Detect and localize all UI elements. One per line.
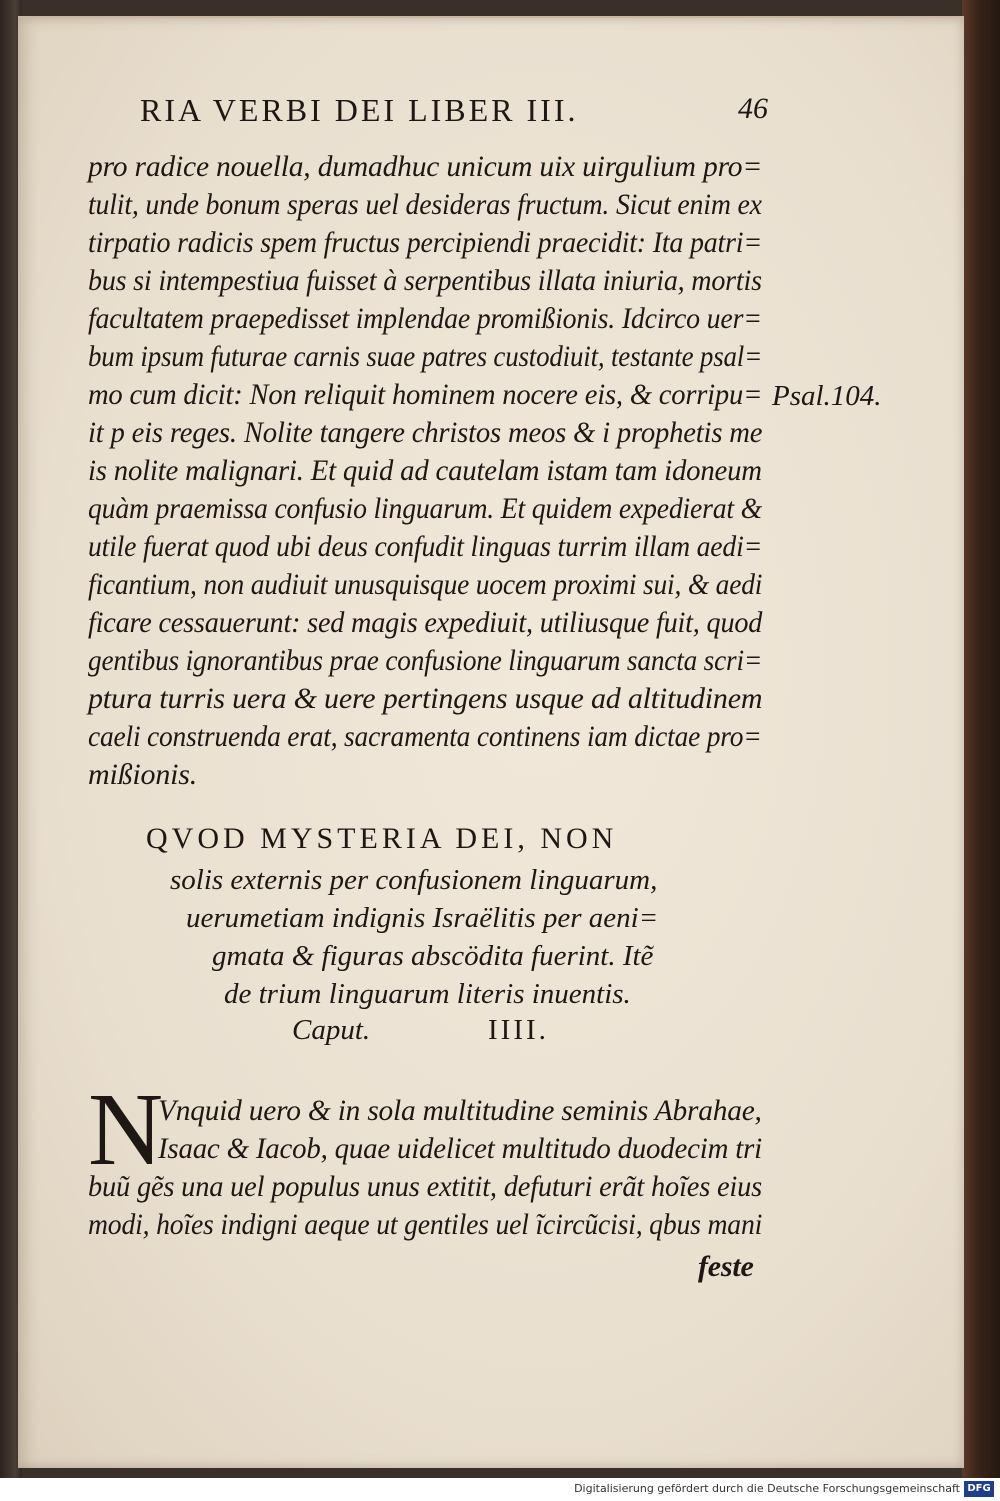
book-binding-right [962, 0, 1000, 1478]
dfg-logo: DFG [964, 1481, 994, 1497]
body-line: bus si intempestiua fuisset à serpentibus illata iniuria, mortis [88, 264, 762, 297]
catchword: feste [698, 1250, 754, 1283]
body-line: caeli construenda erat, sacramenta continens iam dictae pro= [88, 720, 762, 753]
paragraph-line: buũ gẽs una uel populus unus extitit, defuturi erãt hoĩes eius [88, 1170, 762, 1203]
body-line: tirpatio radicis spem fructus percipiendi praecidit: Ita patri= [88, 226, 763, 259]
footer-bar [0, 1478, 1000, 1501]
chapter-title: QVOD MYSTERIA DEI, NON [146, 822, 618, 855]
decorated-initial: N [88, 1072, 164, 1187]
body-line: is nolite malignari. Et quid ad cautelam istam tam idoneum [88, 454, 762, 487]
paragraph-line: Vnquid uero & in sola multitudine seminis Abrahae, [158, 1094, 762, 1127]
body-line: ptura turris uera & uere pertingens usque ad altitudinem [88, 682, 763, 715]
body-line: pro radice nouella, dumadhuc unicum uix uirgulium pro= [88, 150, 763, 183]
running-head: RIA VERBI DEI LIBER III. [140, 92, 579, 128]
body-line: ficantium, non audiuit unusquisque uocem proximi sui, & aedi [88, 568, 763, 601]
paragraph-line: modi, hoĩes indigni aeque ut gentiles uel ĩcircũcisi, qbus mani [88, 1208, 763, 1241]
body-line: utile fuerat quod ubi deus confudit linguas turrim illam aedi= [88, 530, 763, 563]
funding-credit: Digitalisierung gefördert durch die Deutsche Forschungsgemeinschaft [574, 1482, 960, 1495]
body-line: mo cum dicit: Non reliquit hominem nocere eis, & corripu= [88, 378, 763, 411]
body-line: facultatem praepedisset implendae promißionis. Idcirco uer= [88, 302, 762, 335]
chapter-title-line: uerumetiam indignis Israëlitis per aeni= [186, 902, 659, 934]
body-line: mißionis. [88, 758, 198, 791]
margin-note: Psal.104. [772, 380, 882, 412]
chapter-title-line: gmata & figuras abscödita fuerint. Itẽ [212, 940, 654, 972]
body-line: it p eis reges. Nolite tangere christos meos & i prophetis me [88, 416, 763, 449]
chapter-title-line: solis externis per confusionem linguarum, [170, 864, 658, 896]
body-line: gentibus ignorantibus prae confusione linguarum sancta scri= [88, 644, 763, 677]
chapter-number: IIII. [488, 1014, 549, 1046]
chapter-title-line: de trium linguarum literis inuentis. [224, 978, 631, 1010]
body-line: tulit, unde bonum speras uel desideras fructum. Sicut enim ex [88, 188, 762, 221]
paragraph-line: Isaac & Iacob, quae uidelicet multitudo duodecim tri [158, 1132, 762, 1165]
body-line: bum ipsum futurae carnis suae patres custodiuit, testante psal= [88, 340, 763, 373]
page-number: 46 [738, 92, 768, 125]
body-line: quàm praemissa confusio linguarum. Et quidem expedierat & [88, 492, 762, 525]
chapter-caput-label: Caput. [292, 1014, 371, 1046]
body-line: ficare cessauerunt: sed magis expediuit, utiliusque fuit, quod [88, 606, 763, 639]
